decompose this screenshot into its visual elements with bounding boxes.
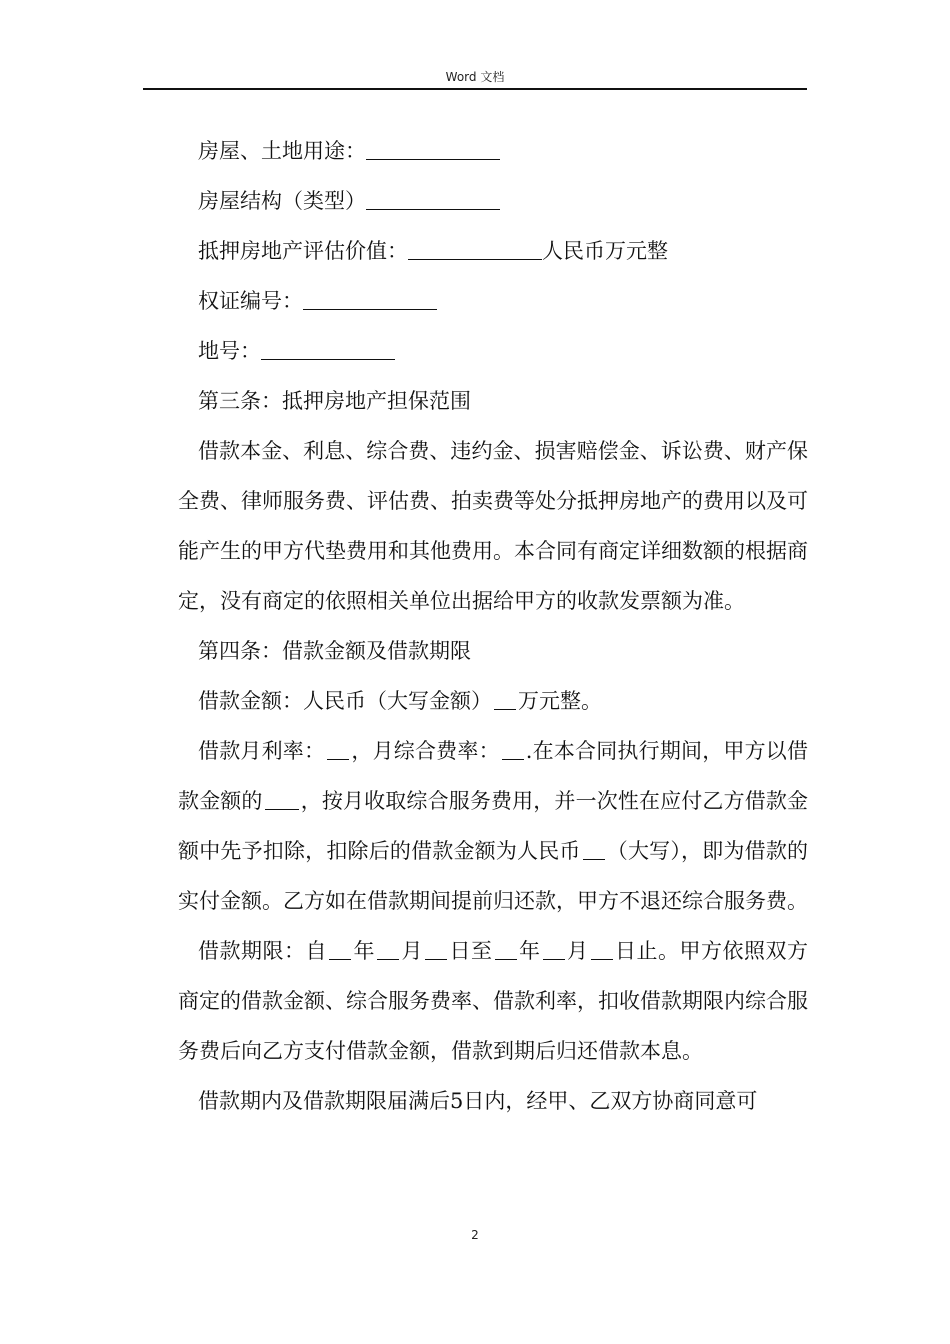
loan-amount-text-a: 借款金额：人民币（大写金额） [198, 689, 492, 713]
header-divider [143, 88, 807, 90]
field-cert-no-label: 权证编号： [198, 289, 303, 313]
start-day-blank [425, 939, 447, 960]
field-structure [178, 176, 808, 226]
lot-no-blank [261, 339, 395, 360]
term-text-a: 借款期限：自 [198, 939, 327, 963]
structure-blank [366, 189, 500, 210]
field-valuation-label: 抵押房地产评估价值： [198, 239, 408, 263]
end-year-blank [495, 939, 517, 960]
field-lot-no-label: 地号： [198, 339, 261, 363]
monthly-rate-blank [327, 739, 349, 760]
rate-text-c: .在本合同执行期间，甲方以借款金额的 [178, 739, 808, 813]
term-text-end: 日止。甲方依照双方商定的借款金额、综合服务费率、借款利率，扣收借款期限内综合服务费后向乙方支付借款金额，借款到期后归还借款本息。 [178, 939, 808, 1063]
field-structure-label: 房屋结构（类型） [198, 189, 366, 213]
fee-rate-blank [502, 739, 524, 760]
field-valuation [178, 226, 808, 276]
valuation-blank [408, 239, 542, 260]
loan-term-paragraph [178, 926, 808, 1076]
end-day-blank [591, 939, 613, 960]
article3-body: 借款本金、利息、综合费、违约金、损害赔偿金、诉讼费、财产保全费、律师服务费、评估费、拍卖费等处分抵押房地产的费用以及可能产生的甲方代垫费用和其他费用。本合同有商定详细数额的根据商定，没有商定的依照相关单位出据给甲方的收款发票额为准。 [178, 439, 808, 613]
field-usage-label: 房屋、土地用途： [198, 139, 366, 163]
net-amount-blank [583, 839, 605, 860]
document-body [178, 126, 808, 1126]
loan-amount-blank [494, 689, 516, 710]
cert-no-blank [303, 289, 437, 310]
field-valuation-unit: 人民币万元整 [542, 239, 668, 263]
start-year-blank [329, 939, 351, 960]
end-month-blank [543, 939, 565, 960]
term-month-label: 月 [401, 939, 423, 963]
term-end-year-label: 年 [518, 939, 541, 963]
field-cert-no [178, 276, 808, 326]
header-title: Word 文档 [445, 70, 505, 84]
field-usage [178, 126, 808, 176]
rate-text-b: ，月综合费率： [351, 739, 500, 763]
term-day-to-label: 日至 [449, 939, 493, 963]
usage-blank [366, 139, 500, 160]
rate-text-d: ，按月收取综合服务费用，并一次性在应付乙方借款金额中先予扣除，扣除后的借款金额为人民币 [178, 789, 809, 863]
start-month-blank [377, 939, 399, 960]
loan-amount-paragraph [178, 676, 808, 726]
rate-text-e: （大写），即为借款的实付金额。乙方如在借款期间提前归还款，甲方不退还综合服务费。 [178, 839, 809, 913]
article4-title: 第四条：借款金额及借款期限 [198, 639, 471, 663]
rate-text-a: 借款月利率： [198, 739, 326, 763]
loan-rate-paragraph [178, 726, 808, 926]
article3-title: 第三条：抵押房地产担保范围 [198, 389, 471, 413]
field-lot-no [178, 326, 808, 376]
extension-paragraph: 借款期内及借款期限届满后5日内，经甲、乙双方协商同意可 [198, 1089, 758, 1113]
term-year-label: 年 [353, 939, 375, 963]
term-end-month-label: 月 [566, 939, 589, 963]
page-number: 2 [471, 1228, 479, 1242]
loan-amount-text-b: 万元整。 [518, 689, 602, 713]
fee-ratio-blank [265, 789, 299, 810]
